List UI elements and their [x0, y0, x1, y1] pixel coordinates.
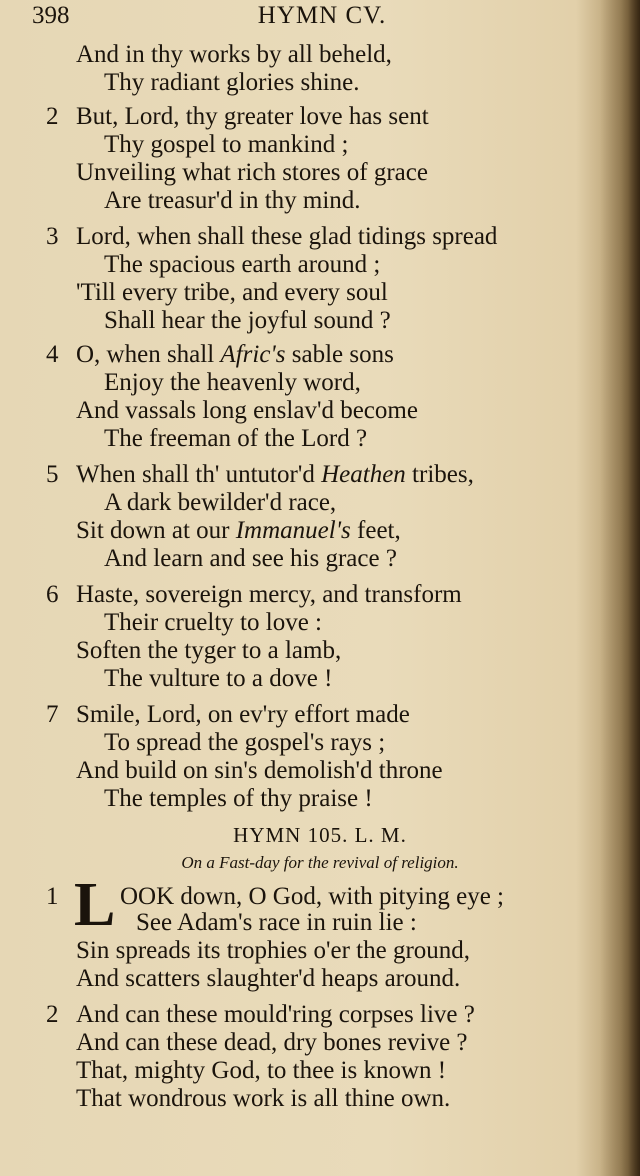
stanza-number: 4 — [46, 341, 59, 368]
page-header — [32, 0, 612, 40]
verse-line: The spacious earth around ; — [104, 251, 381, 278]
verse-line: The freeman of the Lord ? — [104, 425, 368, 452]
verse-line: Are treasur'd in thy mind. — [104, 187, 361, 214]
stanza-number: 6 — [46, 581, 59, 608]
stanza-number: 7 — [46, 701, 59, 728]
page-number: 398 — [32, 2, 70, 29]
verse-line: To spread the gospel's rays ; — [104, 729, 386, 756]
hymn-occasion: On a Fast-day for the revival of religion. — [181, 853, 459, 872]
italic-name: Heathen — [321, 461, 406, 488]
verse-line: And can these dead, dry bones revive ? — [76, 1029, 468, 1056]
stanza-number: 2 — [46, 103, 59, 130]
verse-line: When shall th' untutor'd Heathen tribes, — [76, 461, 474, 488]
verse-line: But, Lord, thy greater love has sent — [76, 103, 429, 130]
stanza-number: 5 — [46, 461, 59, 488]
stanza-number: 3 — [46, 223, 59, 250]
italic-name: Immanuel's — [235, 517, 351, 544]
stanza-number: 1 — [46, 883, 59, 910]
running-title: HYMN CV. — [257, 2, 387, 29]
verse-line: And can these mould'ring corpses live ? — [76, 1001, 475, 1028]
verse-line: Sin spreads its trophies o'er the ground, — [76, 937, 471, 964]
stanza-number: 2 — [46, 1001, 59, 1028]
drop-cap: L — [74, 871, 116, 939]
verse-line: Lord, when shall these glad tidings spread — [76, 223, 498, 250]
verse-line: Soften the tyger to a lamb, — [76, 637, 342, 664]
verse-line: And scatters slaughter'd heaps around. — [76, 965, 461, 992]
verse-line: Enjoy the heavenly word, — [104, 369, 361, 396]
verse-line: A dark bewilder'd race, — [104, 489, 337, 516]
verse-line: Haste, sovereign mercy, and transform — [76, 581, 462, 608]
verse-line: Thy gospel to mankind ; — [104, 131, 349, 158]
hymn-title: HYMN 105. L. M. — [233, 823, 407, 847]
verse-line: The vulture to a dove ! — [104, 665, 333, 692]
italic-name: Afric's — [220, 341, 286, 368]
verse-line: Sit down at our Immanuel's feet, — [76, 517, 401, 544]
verse-line: And vassals long enslav'd become — [76, 397, 418, 424]
verse-line: Thy radiant glories shine. — [104, 69, 360, 96]
verse-line: That, mighty God, to thee is known ! — [76, 1057, 447, 1084]
verse-line: Smile, Lord, on ev'ry effort made — [76, 701, 410, 728]
verse-line: And build on sin's demolish'd throne — [76, 757, 443, 784]
verse-line: Their cruelty to love : — [104, 609, 322, 636]
verse-line: See Adam's race in ruin lie : — [136, 909, 417, 936]
verse-line: OOK down, O God, with pitying eye ; — [120, 883, 504, 910]
verse-line: That wondrous work is all thine own. — [76, 1085, 451, 1112]
verse-line: O, when shall Afric's sable sons — [76, 341, 394, 368]
verse-line: And learn and see his grace ? — [104, 545, 397, 572]
verse-line: And in thy works by all beheld, — [76, 41, 392, 68]
verse-line: Unveiling what rich stores of grace — [76, 159, 428, 186]
verse-line: 'Till every tribe, and every soul — [76, 279, 388, 306]
verse-line: The temples of thy praise ! — [104, 785, 373, 812]
verse-line: Shall hear the joyful sound ? — [104, 307, 391, 334]
